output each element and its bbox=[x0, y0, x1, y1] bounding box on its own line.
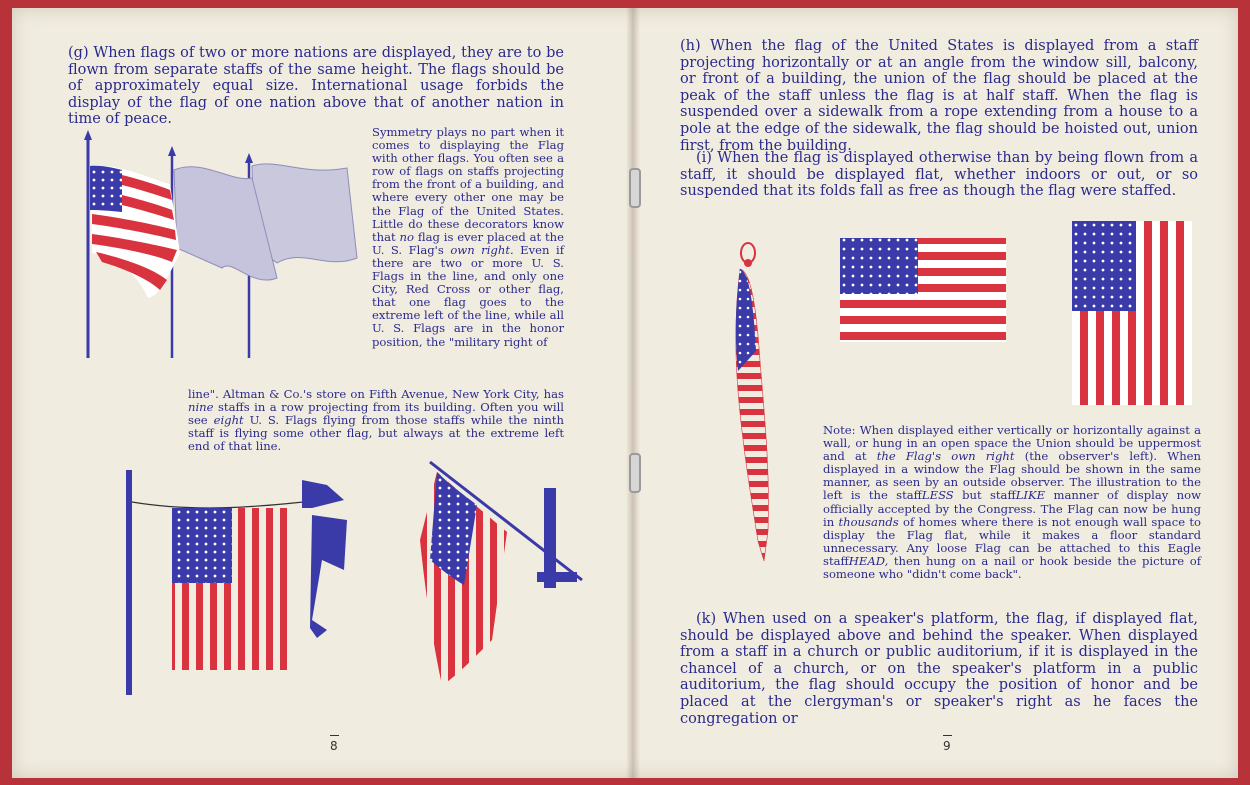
paragraph-g: (g) When flags of two or more nations are displayed, they are to be flown from separate staffs of the same height. The flags should be of approximately equal size. International usage forbids the display of the flag of one nation above that of another nation in time of peace. bbox=[68, 45, 564, 128]
left-page bbox=[12, 8, 626, 778]
paragraph-k: (k) When used on a speaker's platform, the flag, if displayed flat, should be displayed above and behind the speaker. When displayed from a staff in a church or public auditorium, if it is displayed in the chancel of a church, or on the speaker's platform in a public auditorium, the flag should occupy the position of honor and be placed at the clergyman's or speaker's right as he faces the congregation or bbox=[680, 611, 1198, 727]
horizontal-flat-flag bbox=[840, 236, 1008, 344]
page-number-right: 9 bbox=[943, 735, 952, 753]
paragraph-i: (i) When the flag is displayed otherwise than by being flown from a staff, it should be displayed flat, whether indoors or out, or so suspended that its folds fall as free as though the flag were staffed. bbox=[680, 150, 1198, 200]
page-number-left: 8 bbox=[330, 735, 339, 753]
gutter bbox=[626, 8, 640, 778]
three-staffs-illustration bbox=[72, 128, 362, 368]
symmetry-paragraph: Symmetry plays no part when it comes to displaying the Flag with other flags. You often see a row of flags on staffs projecting from the front of a building, and where every other one may be the Flag of the United States. Little do these decorators know that no flag is ever placed at the U. S. Flag's own right. Even if there are two or more U. S. Flags in the line, and only one City, Red Cross or other flag, that one flag goes to the extreme left of the line, while all U. S. Flags are in the honor position, the "military right of bbox=[372, 125, 564, 349]
right-page bbox=[640, 8, 1238, 778]
booklet-spread bbox=[12, 8, 1238, 778]
rope-and-staff-illustration bbox=[112, 460, 592, 695]
eagle-staff-flag bbox=[720, 241, 790, 571]
paragraph-h: (h) When the flag of the United States is displayed from a staff projecting horizontally or at an angle from the window sill, balcony, or front of a building, the union of the flag should be placed at the peak of the staff unless the flag is at half staff. When the flag is suspended over a sidewalk from a rope extending from a house to a pole at the edge of the sidewalk, the flag should be hoisted out, union first, from the building. bbox=[680, 38, 1198, 154]
vertical-flat-flag bbox=[1072, 221, 1194, 406]
note-paragraph: Note: When displayed either vertically or horizontally against a wall, or hung in an open space the Union should be uppermost and at the Flag's own right (the observer's left). When displayed in a window the Flag should be shown in the same manner, as seen by an outside observer. The illustration to the left is the staffLESS but staffLIKE manner of display now officially accepted by the Congress. The Flag can now be hung in thousands of homes where there is not enough wall space to display the Flag flat, while it makes a floor standard unnecessary. Any loose Flag can be attached to this Eagle staffHEAD, then hung on a nail or hook beside the picture of someone who "didn't come back". bbox=[823, 423, 1201, 582]
symmetry-continuation: line". Altman & Co.'s store on Fifth Avenue, New York City, has nine staffs in a row projecting from its building. Often you will see eight U. S. Flags flying from those staffs while the ninth staff is flying some other flag, but always at the extreme left end of that line. bbox=[188, 387, 565, 454]
